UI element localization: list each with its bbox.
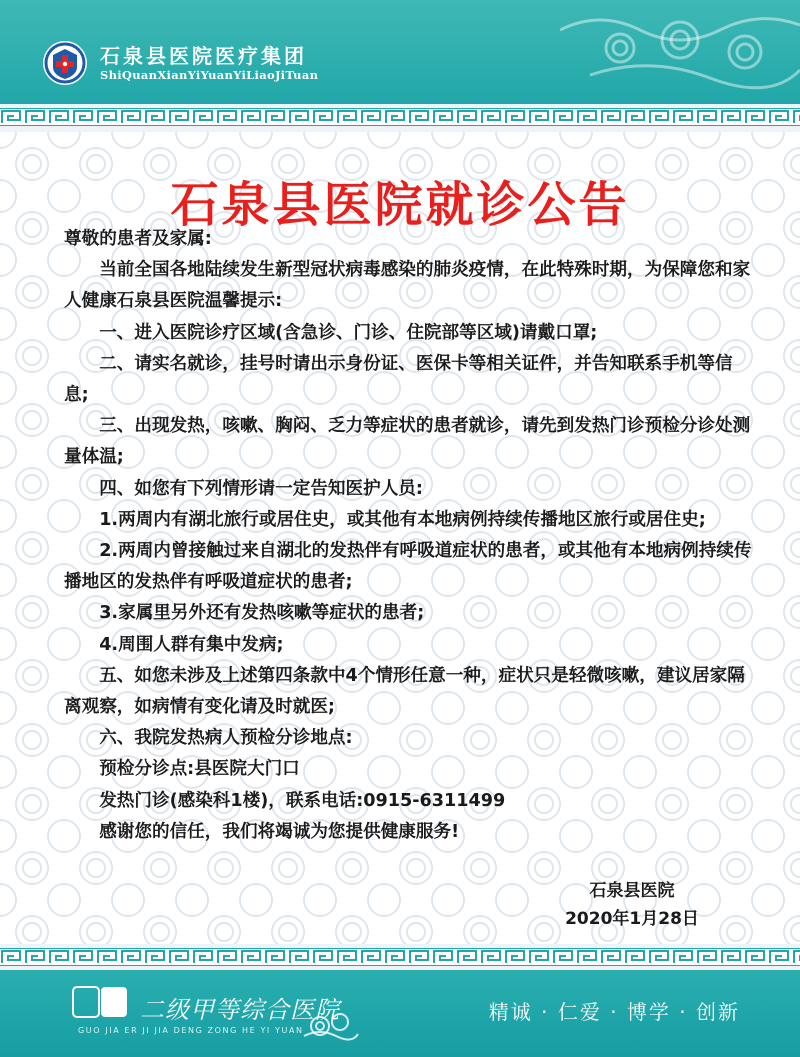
triage-location: 预检分诊点:县医院大门口 xyxy=(99,759,300,780)
cloud-ornament-icon xyxy=(560,0,800,100)
paragraph-sub-2: 2.两周内曾接触过来自湖北的发热伴有呼吸道症状的患者，或其他有本地病例持续传播地区的发热伴有呼吸道症状的患者; xyxy=(64,541,752,593)
paragraph-item-4: 四、如您有下列情形请一定告知医护人员: xyxy=(99,478,423,499)
notice-date: 2020年1月28日 xyxy=(565,909,699,929)
signature: 石泉县医院 xyxy=(589,881,675,901)
meander-border-top xyxy=(0,108,800,126)
closing-thanks: 感谢您的信任，我们将竭诚为您提供健康服务! xyxy=(99,821,460,842)
org-name-romanized: ShiQuanXianYiYuanYiLiaoJiTuan xyxy=(100,68,319,82)
paragraph-item-1: 一、进入医院诊疗区域(含急诊、门诊、住院部等区域)请戴口罩; xyxy=(99,322,598,343)
paragraph-sub-4: 4.周围人群有集中发病; xyxy=(99,634,284,655)
hospital-slogan: 精诚 · 仁爱 · 博学 · 创新 xyxy=(488,1000,740,1024)
hospital-logo-icon xyxy=(42,40,88,86)
seal-icon xyxy=(72,985,130,1021)
paragraph-item-3: 三、出现发热，咳嗽、胸闷、乏力等症状的患者就诊，请先到发热门诊预检分诊处测量体温; xyxy=(64,416,751,468)
paragraph-sub-3: 3.家属里另外还有发热咳嗽等症状的患者; xyxy=(99,603,425,624)
paragraph-item-6: 六、我院发热病人预检分诊地点: xyxy=(99,728,353,749)
signature-block xyxy=(532,877,732,933)
grade-romanized: GUO JIA ER JI JIA DENG ZONG HE YI YUAN xyxy=(78,1026,304,1035)
grade-title: 二级甲等综合医院 xyxy=(140,996,340,1024)
cloud-swirl-icon xyxy=(300,1006,360,1046)
grade-emblem xyxy=(72,985,130,1021)
notice-content xyxy=(0,132,800,944)
paragraph-intro: 当前全国各地陆续发生新型冠状病毒感染的肺炎疫情，在此特殊时期，为保障您和家人健康石泉县医院温馨提示: xyxy=(64,260,751,312)
salutation: 尊敬的患者及家属: xyxy=(64,229,212,249)
fever-clinic-contact: 发热门诊(感染科1楼)，联系电话:0915-6311499 xyxy=(99,790,506,811)
paragraph-item-2: 二、请实名就诊，挂号时请出示身份证、医保卡等相关证件，并告知联系手机等信息; xyxy=(64,353,733,406)
notice-title: 石泉县医院就诊公告 xyxy=(170,177,630,233)
org-name: 石泉县医院医疗集团 xyxy=(100,44,307,68)
paragraph-sub-1: 1.两周内有湖北旅行或居住史，或其他有本地病例持续传播地区旅行或居住史; xyxy=(99,509,706,530)
notice-body xyxy=(64,224,754,848)
header-banner xyxy=(0,0,800,104)
paragraph-item-5: 五、如您未涉及上述第四条款中4个情形任意一种，症状只是轻微咳嗽，建议居家隔离观察，如病情有变化请及时就医; xyxy=(64,665,745,718)
footer-banner xyxy=(0,970,800,1057)
meander-border-bottom xyxy=(0,948,800,966)
